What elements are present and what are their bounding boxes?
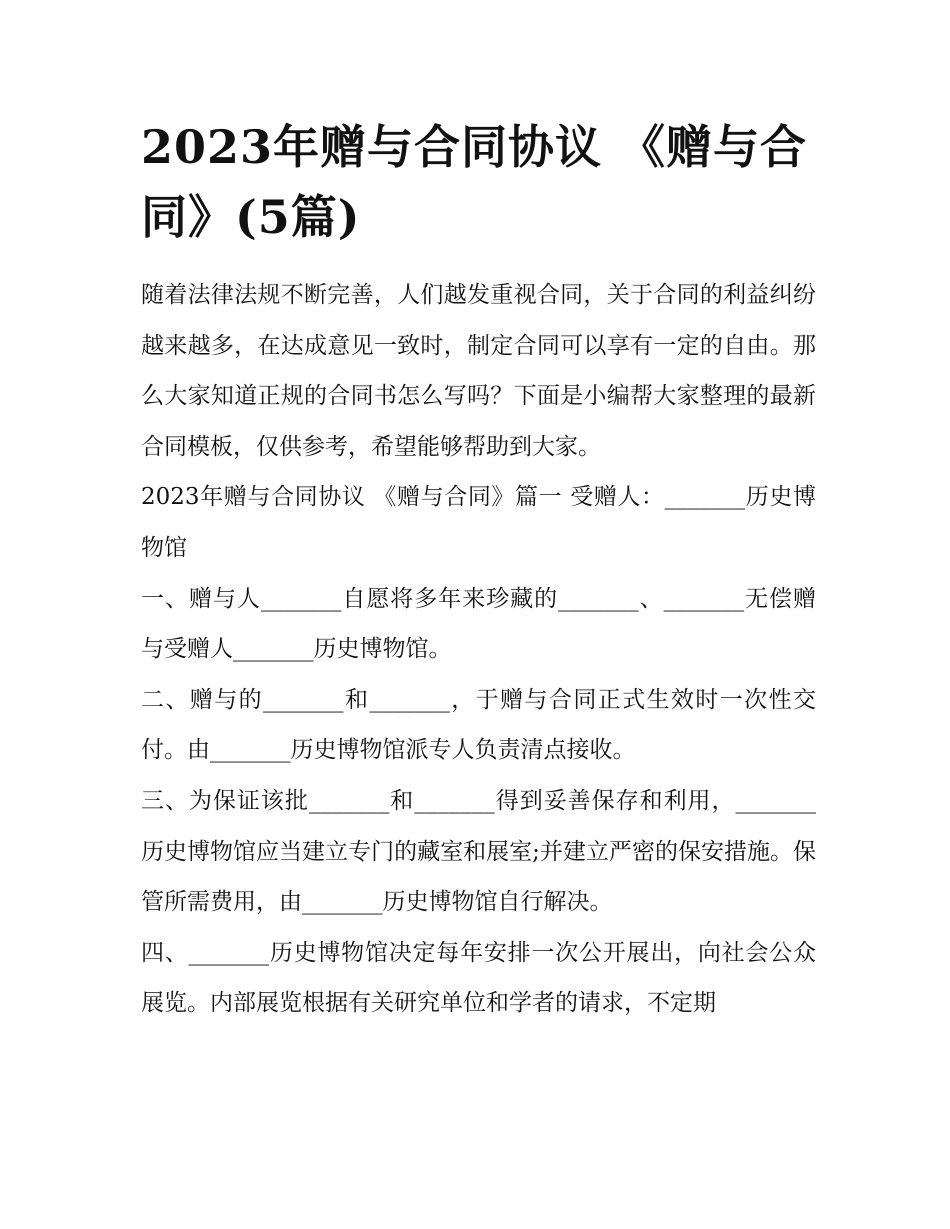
section-heading-paragraph: 2023年赠与合同协议 《赠与合同》篇一 受赠人：_______历史博物馆: [141, 484, 816, 561]
clause-4-paragraph: 四、_______历史博物馆决定每年安排一次公开展出，向社会公众展览。内部展览根据有关研究单位和学者的请求，不定期: [141, 939, 816, 1017]
clause-3-paragraph: 三、为保证该批_______和_______得到妥善保存和利用，_______历史博物馆应当建立专门的藏室和展室;并建立严密的保安措施。保管所需费用，由_______历史博物馆自行解决。: [141, 787, 816, 916]
document-body: [141, 112, 816, 1029]
clause-2-paragraph: 二、赠与的_______和_______，于赠与合同正式生效时一次性交付。由_______历史博物馆派专人负责清点接收。: [141, 686, 816, 764]
intro-paragraph: 随着法律法规不断完善，人们越发重视合同，关于合同的利益纠纷越来越多，在达成意见一致时，制定合同可以享有一定的自由。那么大家知道正规的合同书怎么写吗？下面是小编帮大家整理的最新合同模板，仅供参考，希望能够帮助到大家。: [141, 282, 816, 460]
clause-1-paragraph: 一、赠与人_______自愿将多年来珍藏的_______、_______无偿赠与受赠人_______历史博物馆。: [141, 585, 816, 663]
document-title: 2023年赠与合同协议 《赠与合同》(5篇): [141, 120, 808, 244]
